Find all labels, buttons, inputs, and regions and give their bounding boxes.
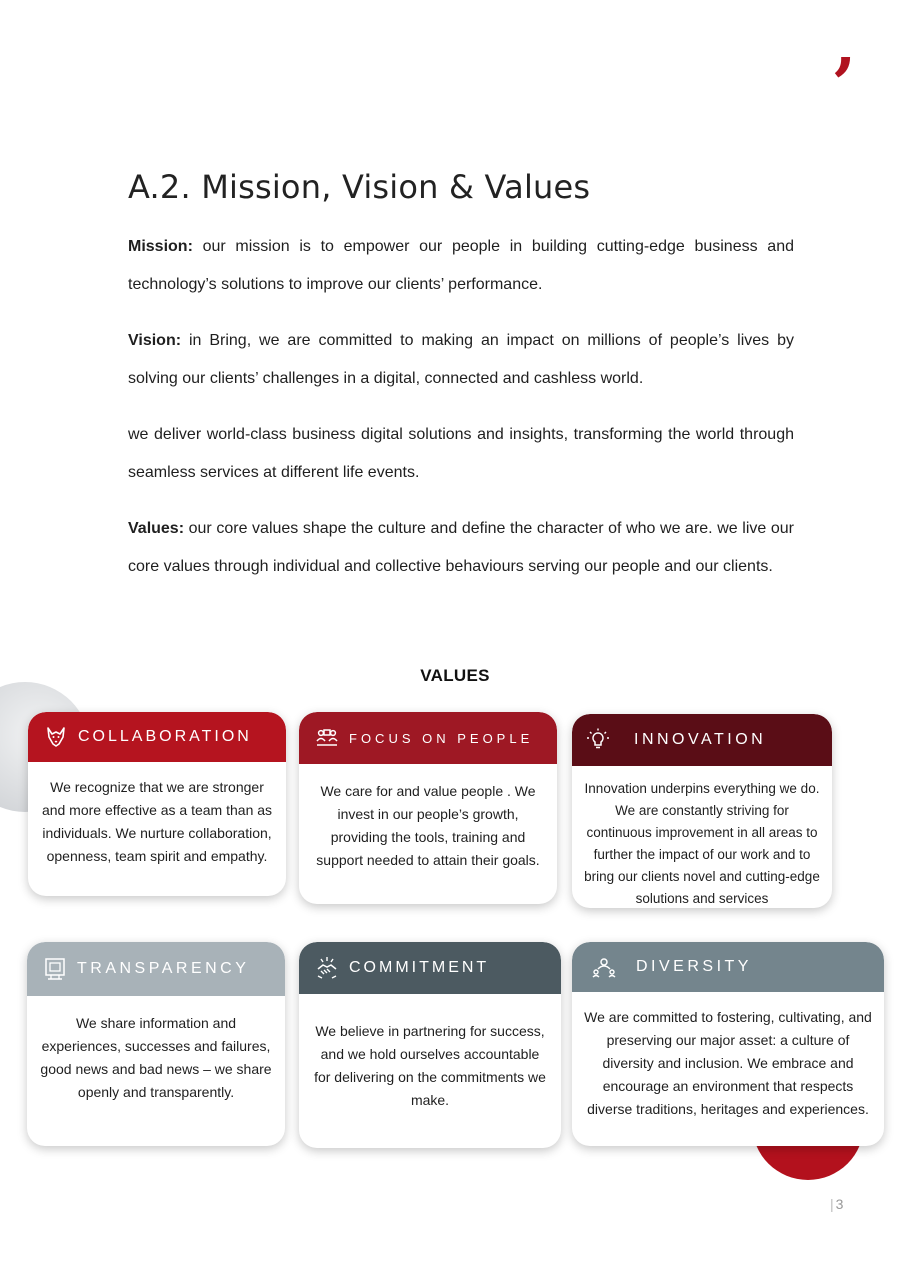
card-header [299, 942, 561, 994]
quote-mark-logo: , [834, 8, 857, 83]
value-card-diversity [572, 942, 884, 1146]
card-title: FOCUS ON PEOPLE [349, 730, 534, 746]
deliver-paragraph: we deliver world-class business digital solutions and insights, transforming the world through seamless services at different life events. [128, 426, 794, 481]
mission-paragraph [128, 228, 794, 304]
card-header [299, 712, 557, 764]
values-paragraph [128, 510, 794, 586]
card-text: We believe in partnering for success, and we hold ourselves accountable for delivering on the commitments we make. [314, 1023, 546, 1108]
vision-text: in Bring, we are committed to making an impact on millions of people’s lives by solving our clients’ challenges in a digital, connected and cashless world. [128, 332, 794, 387]
page-title: A.2. Mission, Vision & Values [128, 168, 591, 206]
wolf-icon [44, 725, 68, 749]
value-card-collaboration [28, 712, 286, 896]
vision-paragraph [128, 322, 794, 398]
card-text: We recognize that we are stronger and more effective as a team than as individuals. We nurture collaboration, openness, team spirit and empathy. [41, 779, 273, 864]
page-number-value: 3 [835, 1196, 844, 1212]
vision-label: Vision: [128, 332, 182, 349]
value-card-focus-on-people [299, 712, 557, 904]
card-title: DIVERSITY [636, 958, 752, 975]
values-heading: VALUES [420, 666, 490, 685]
card-header [27, 942, 285, 996]
card-title: COMMITMENT [349, 959, 490, 976]
page-number-separator: | [830, 1196, 834, 1212]
values-label: Values: [128, 520, 185, 537]
card-header [28, 712, 286, 762]
mission-text: our mission is to empower our people in building cutting-edge business and technology’s solutions to improve our clients’ performance. [128, 238, 794, 293]
page-number [830, 1196, 843, 1212]
lightbulb-icon [586, 728, 610, 752]
card-title: TRANSPARENCY [77, 960, 250, 977]
people-icon [315, 726, 339, 750]
card-text: We are committed to fostering, cultivating, and preserving our major asset: a culture of diversity and inclusion. We embrace and encourage an environment that respects diverse traditions, heritages and experiences. [584, 1009, 872, 1117]
diversity-icon [592, 955, 616, 979]
card-title: COLLABORATION [78, 728, 252, 745]
values-text: our core values shape the culture and define the character of who we are. we live our core values through individual and collective behaviours serving our people and our clients. [128, 520, 794, 575]
value-card-commitment [299, 942, 561, 1148]
value-card-innovation [572, 714, 832, 908]
card-text: Innovation underpins everything we do. We are constantly striving for continuous improvement in all areas to further the impact of our work and to bring our clients novel and cutting-edge solutions and services [584, 781, 820, 906]
card-header [572, 942, 884, 992]
card-text: We care for and value people . We invest in our people’s growth, providing the tools, training and support needed to attain their goals. [316, 783, 540, 868]
card-text: We share information and experiences, successes and failures, good news and bad news – we share openly and transparently. [40, 1015, 272, 1100]
handshake-icon [315, 956, 339, 980]
value-card-transparency [27, 942, 285, 1146]
card-header [572, 714, 832, 766]
mission-label: Mission: [128, 238, 193, 255]
transparency-icon [43, 957, 67, 981]
card-title: INNOVATION [634, 731, 767, 748]
